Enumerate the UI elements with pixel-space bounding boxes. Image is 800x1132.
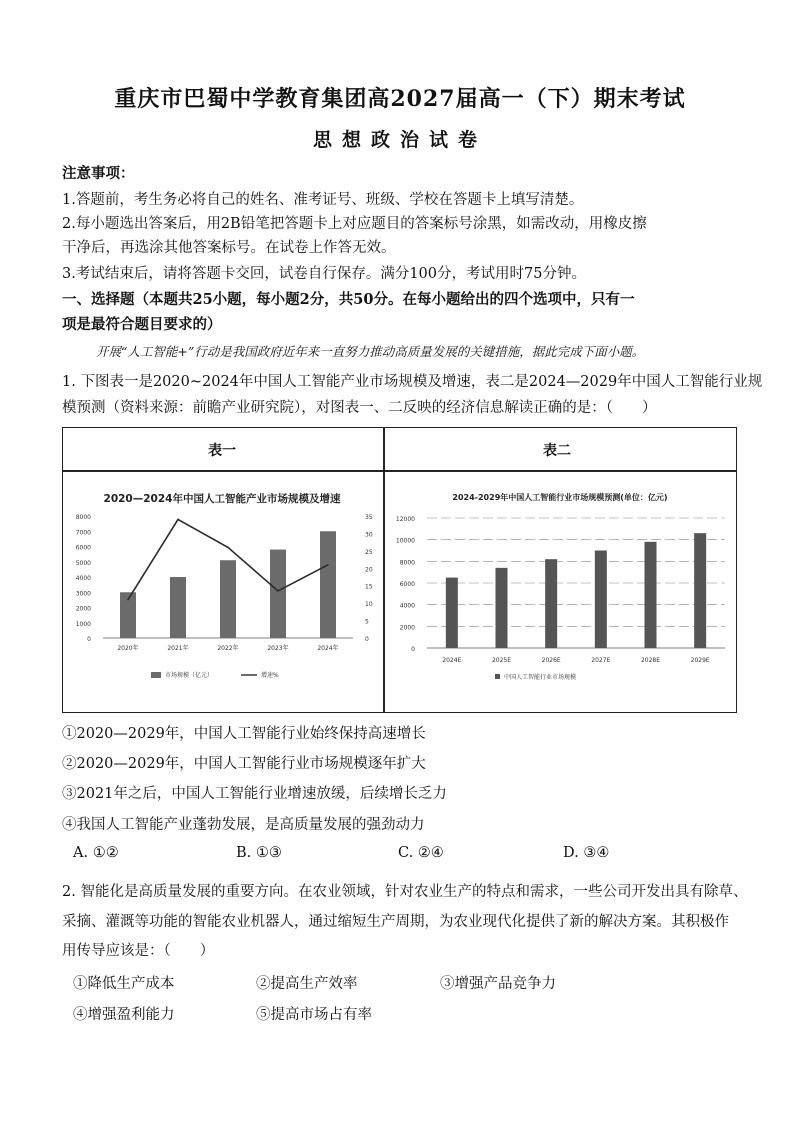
exam-subtitle: 思想政治试卷 [312,129,487,151]
chart2-title: 2024-2029年中国人工智能行业市场规模预测(单位：亿元) [452,493,668,502]
chart1-title: 2020—2024年中国人工智能产业市场规模及增速 [103,493,341,505]
chart-market-size-growth [63,472,381,710]
q1-option-b[interactable]: B. ①③ [236,845,282,861]
chart1-left-tick: 3000 [75,590,91,598]
chart1-bar [270,550,286,638]
chart2-legend-swatch [495,674,500,679]
chart1-right-tick: 15 [365,583,373,591]
q2-chain-3: ③增强产品竞争力 [440,976,556,992]
chart2-bar [446,578,458,648]
table-header-2: 表二 [543,443,571,459]
chart1-right-tick: 5 [365,618,369,626]
section-heading-cont: 项是最符合题目要求的） [62,316,222,333]
chart1-left-tick: 7000 [75,529,91,537]
chart1-left-tick: 1000 [75,620,91,628]
chart1-right-tick: 20 [365,566,373,574]
section-intro: 开展“人工智能+”行动是我国政府近年来一直努力推动高质量发展的关键措施，据此完成下面小题。 [96,344,645,359]
chart2-x-tick: 2027E [591,657,611,664]
q1-statement-2: ②2020—2029年，中国人工智能行业市场规模逐年扩大 [62,756,426,772]
chart2-y-tick: 8000 [399,559,415,567]
q1-stem: 1. 下图表一是2020~2024年中国人工智能产业市场规模及增速，表二是2024—2029年中国人工智能行业规 [62,374,763,390]
chart1-legend-bar-swatch [151,672,161,678]
chart1-right-tick: 30 [365,531,373,539]
chart2-x-tick: 2028E [640,657,661,664]
q2-stem-cont: 采摘、灌溉等功能的智能农业机器人，通过缩短生产周期，为农业现代化提供了新的解决方案。其积极作 [62,914,729,930]
q1-stem-cont: 模预测（资料来源：前瞻产业研究院），对图表一、二反映的经济信息解读正确的是：（ ） [62,400,657,416]
notice-item-1: 1.答题前，考生务必将自己的姓名、准考证号、班级、学校在答题卡上填写清楚。 [62,192,584,208]
chart1-legend-bar-label: 市场规模（亿元） [165,672,214,679]
chart1-bar [170,577,186,638]
chart1-x-tick: 2023年 [267,645,289,652]
chart2-bar [645,542,657,648]
chart1-left-tick: 0 [87,636,91,643]
chart2-y-tick: 4000 [399,602,415,610]
chart1-growth-point [327,564,329,566]
chart-market-forecast [385,472,735,710]
chart1-right-tick: 10 [365,601,373,609]
chart1-x-tick: 2021年 [167,645,189,652]
q2-stem-end: 用传导应该是：（ ） [62,943,215,959]
q1-statement-1: ①2020—2029年，中国人工智能行业始终保持高速增长 [62,726,426,742]
chart1-growth-point [227,547,229,549]
chart1-right-tick: 25 [365,548,373,556]
chart1-left-tick: 4000 [75,575,91,582]
chart1-x-tick: 2022年 [217,645,239,652]
q2-stem: 2. 智能化是高质量发展的重要方向。在农业领域，针对农业生产的特点和需求，一些公司开发出具有除草、 [62,884,748,900]
notice-item-3: 3.考试结束后，请将答题卡交回，试卷自行保存。满分100分，考试用时75分钟。 [62,266,586,282]
q2-chain-1: ①降低生产成本 [73,976,175,992]
chart1-bar [320,531,336,638]
chart2-x-tick: 2029E [690,657,710,664]
chart2-x-tick: 2026E [541,657,561,664]
table-header-1: 表一 [208,443,236,459]
q1-option-d[interactable]: D. ③④ [563,845,610,861]
section-heading: 一、选择题（本题共25小题，每小题2分，共50分。在每小题给出的四个选项中，只有一 [62,291,635,308]
chart1-left-tick: 8000 [75,514,91,521]
q2-chain-5: ⑤提高市场占有率 [256,1007,372,1023]
q1-option-c[interactable]: C. ②④ [398,845,444,861]
chart2-bar [694,533,706,648]
chart1-left-tick: 5000 [75,559,91,567]
chart2-y-tick: 0 [411,646,415,653]
chart2-bar [545,559,557,648]
chart1-x-tick: 2020年 [117,645,139,652]
chart2-y-tick: 10000 [395,537,415,545]
chart2-y-tick: 12000 [395,516,415,523]
chart2-y-tick: 2000 [399,624,415,632]
notice-item-2-cont: 干净后，再选涂其他答案标号。在试卷上作答无效。 [62,240,396,256]
q1-statement-4: ④我国人工智能产业蓬勃发展，是高质量发展的强劲动力 [62,817,425,833]
q2-chain-2: ②提高生产效率 [256,976,358,992]
chart1-growth-point [127,599,129,601]
chart1-growth-point [177,519,179,521]
chart1-bar [220,560,236,638]
notice-heading: 注意事项： [62,165,135,182]
chart1-left-tick: 2000 [75,605,91,613]
chart2-y-tick: 6000 [399,581,415,588]
chart1-left-tick: 6000 [75,544,91,552]
chart1-growth-point [277,590,279,592]
chart2-bar [595,551,607,649]
q1-figure-table [62,427,737,713]
chart1-legend-line-label: 增速% [261,672,279,679]
q1-statement-3: ③2021年之后，中国人工智能行业增速放缓，后续增长乏力 [62,786,447,802]
exam-title: 重庆市巴蜀中学教育集团高2027届高一（下）期末考试 [114,86,686,112]
notice-item-2: 2.每小题选出答案后，用2B铅笔把答题卡上对应题目的答案标号涂黑，如需改动，用橡皮擦 [62,216,647,232]
chart1-x-tick: 2024年 [317,645,339,652]
chart1-right-tick: 0 [365,636,369,643]
chart2-x-tick: 2024E [442,657,462,664]
q1-option-a[interactable]: A. ①② [73,845,119,861]
q2-chain-4: ④增强盈利能力 [73,1007,175,1023]
chart2-bar [496,568,508,648]
chart2-legend-label: 中国人工智能行业市场规模 [504,674,577,681]
chart1-right-tick: 35 [365,514,373,521]
chart2-x-tick: 2025E [491,657,512,664]
